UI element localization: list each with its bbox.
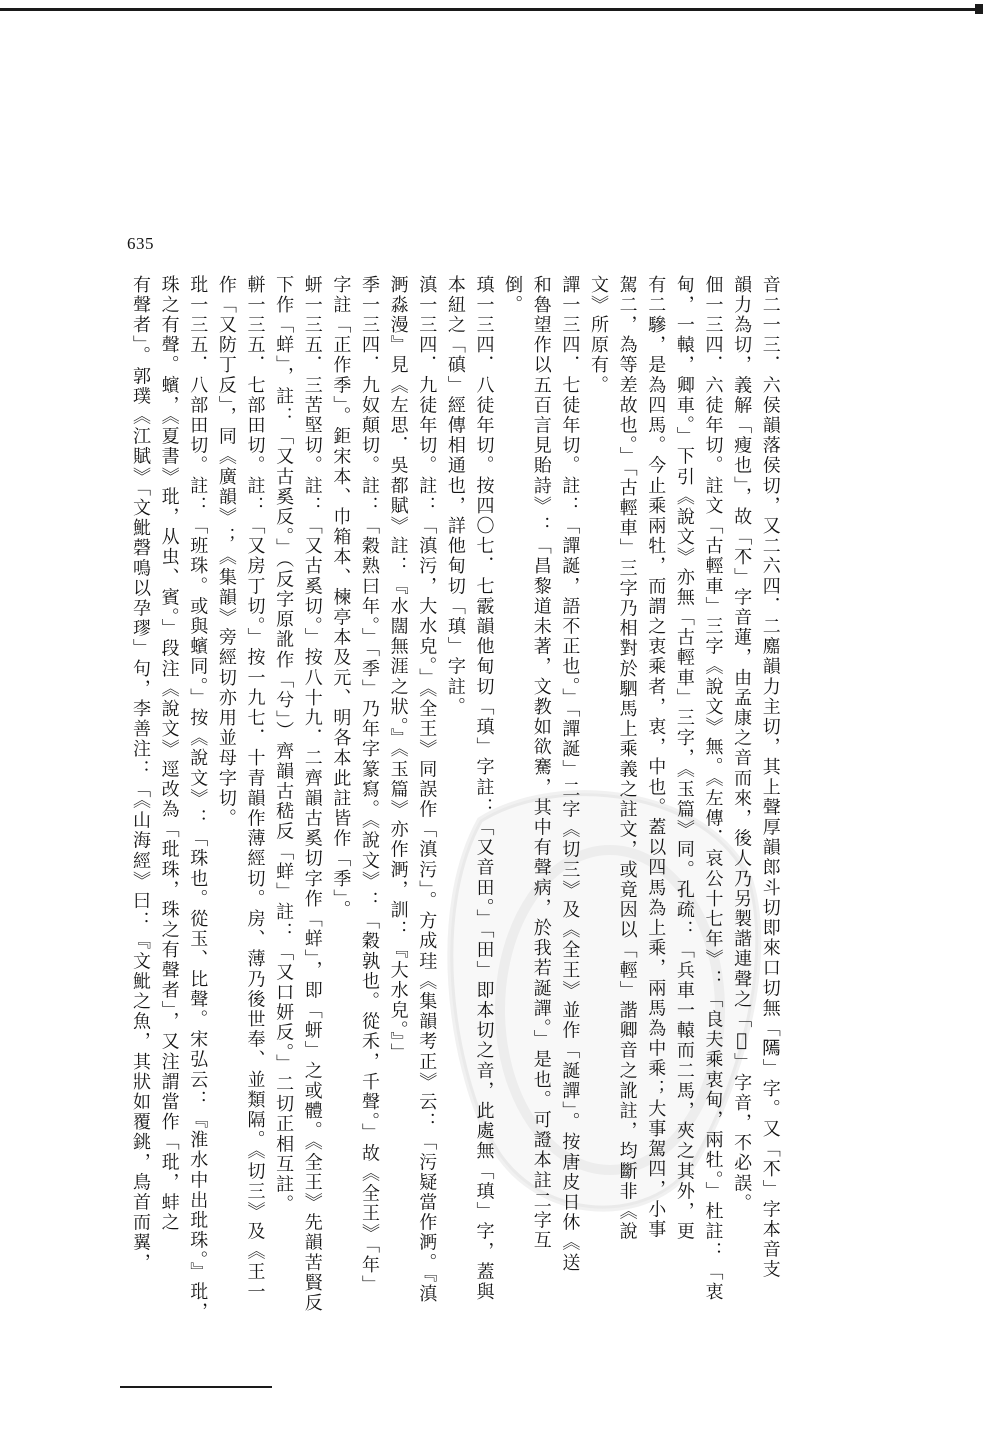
text-column: 佃一三四．六徒年切。註文「古輕車」三字《說文》無。《左傳．哀公十七年》：「良夫乘衷甸，兩牡。」杜註：「衷: [702, 275, 724, 1303]
text-column: 韻力為切，義解「瘦也」，故「𣎴」字音蓮，由孟康之音而來，後人乃另製諧連聲之「𦌐」字音，不必誤。: [731, 275, 753, 1214]
text-column: 珠之有聲。蠙，《夏書》玭，从虫、賓。」段注《說文》逕改為「玭珠，珠之有聲者」，又注謂當作「玭，蚌之: [158, 275, 180, 1233]
text-column: 滇一三四．九徒年切。註：「滇污，大水皃。」《全王》同誤作「滇污」。方成珪《集韻考正》云：「污疑當作㴐。『滇: [416, 275, 438, 1305]
text-column: 譂一三四．七徒年切。註：「譂誕，語不正也。」「譂誕」二字《切三》及《全王》並作「誕譂」。按唐皮日休《送: [559, 275, 581, 1274]
text-column: 有聲者」。郭璞《江賦》「文魮磬鳴以孕璆」句，李善注：「《山海經》曰：『文魮之魚，其狀如覆銚，鳥首而翼，: [130, 275, 151, 1274]
text-column: 倒。: [502, 275, 524, 316]
text-column: 有二驂，是為四馬。今止乘兩牡，而謂之衷乘者，衷，中也。蓋以四馬為上乘，兩馬為中乘；大事駕四，小事: [645, 275, 667, 1240]
bottom-rule: [120, 1386, 272, 1388]
text-column: 㴐淼漫』見《左思．吳都賦》註：『水闊無涯之狀。』《玉篇》亦作㴐，訓：『大水皃。』」: [387, 275, 409, 1064]
text-column: 音二一三．六侯韻落侯切，又二六四．二䴥韻力主切，其上聲厚韻郎斗切即來口切無「𨻳」字。又「𣎴」字本音支: [759, 275, 781, 1280]
text-column: 玭一三五．八部田切。註：「班珠。或與蠙同。」按《說文》：「珠也。從玉、比聲。宋弘云：『淮水中出玭珠。』玭，: [187, 275, 209, 1323]
text-column: 瑱一三四．八徒年切。按四〇七．七霰韻他甸切「瑱」字註：「又音田。」「田」即本切之音，此處無「瑱」字，蓋與: [473, 275, 495, 1303]
text-column: 文》所原有。: [588, 275, 609, 396]
text-column: 蚈一三五．三苦堅切。註：「又古奚切。」按八十九．二齊韻古奚切字作「蛘」，即「蚈」之或體。《全王》先韻苦賢反: [301, 275, 323, 1314]
page-number: 635: [127, 234, 154, 253]
text-column: 和魯望作以五百言見貽詩》：「昌黎道未著，文教如欲騫，其中有聲病，於我若誕譂。」是也。可證本註二字互: [530, 275, 552, 1251]
text-column: 字註「正作季」。鉅宋本、巾箱本、楝亭本及元、明各本此註皆作「季」。: [330, 275, 352, 921]
text-column: 季一三四．九奴顛切。註：「穀熟曰年。」「季」乃年字篆寫。《說文》：「穀孰也。從禾，千聲。」故《全王》「年」: [359, 275, 380, 1296]
text-column: 駕二，為等差故也。」「古輕車」三字乃相對於駟馬上乘義之註文，或竟因以「輕」諧卿音之訛註，均斷非《說: [616, 275, 638, 1242]
top-border-rule: [0, 8, 983, 11]
text-column: 本紐之「磌」經傳相通也，詳他甸切「瑱」字註。: [444, 275, 466, 718]
text-column: 甸，一轅，卿車。」下引《說文》亦無「古輕車」三字，《玉篇》同。孔疏：「兵車一轅而二馬，夾之其外，更: [673, 275, 695, 1242]
text-column: 下作「蛘」，註：「又古奚反。」（反字原訛作「兮」）齊韻古嵇反「蛘」註：「又口妍反。」二切正相互註。: [273, 275, 295, 1215]
vertical-text-block: [128, 275, 783, 1345]
top-border-rule-end: [975, 4, 983, 14]
text-column: 作「又防丁反」，同《廣韻》；《集韻》旁經切亦用並母字切。: [215, 275, 237, 829]
text-column: 軿一三五．七部田切。註：「又房丁切。」按一九七．十青韻作薄經切。房、薄乃後世奉、並類隔。《切三》及《王一: [244, 275, 266, 1303]
